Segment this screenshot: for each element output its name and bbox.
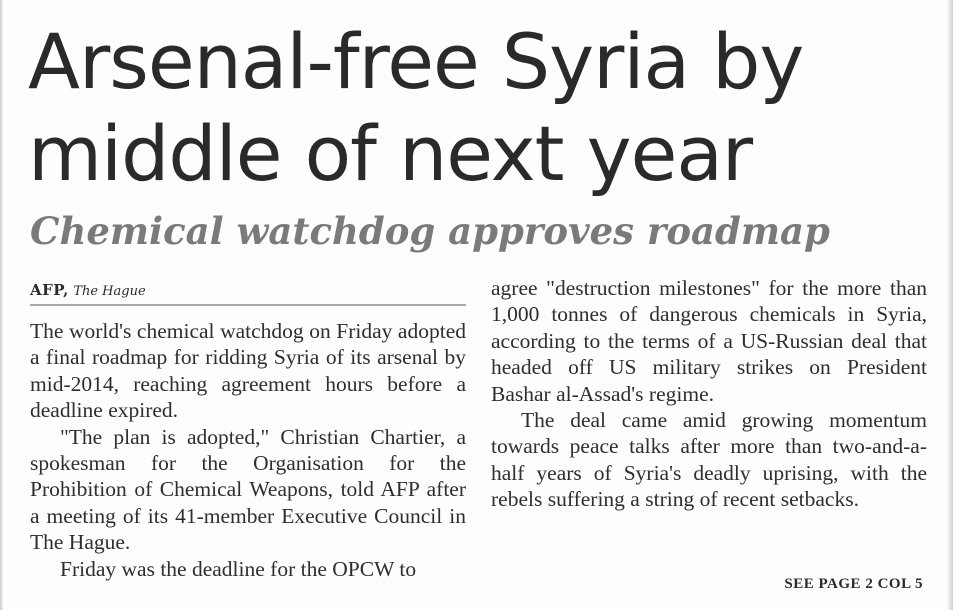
jump-reference: SEE PAGE 2 COL 5 [784,576,923,592]
page-edge-right [947,0,953,610]
headline-line-1: Arsenal-free Syria by [28,17,804,106]
byline-agency: AFP, [30,281,69,299]
page-edge-left [0,0,3,610]
subheadline: Chemical watchdog approves roadmap [30,209,830,253]
headline-line-2: middle of next year [28,109,753,198]
article-column-right [491,275,927,513]
paragraph: The world's chemical watchdog on Friday adopted a final roadmap for ridding Syria of its arsenal by mid-2014, reaching agreement hours before a deadline expired. [30,319,466,423]
paragraph: agree "destruction milestones" for the more than 1,000 tonnes of dangerous chemicals in Syria, according to the terms of a US-Russian deal that headed off US military strikes on President Bashar al-Assad's regime. [491,276,927,406]
paragraph: Friday was the deadline for the OPCW to [60,556,417,581]
paragraph: The deal came amid growing momentum towards peace talks after more than two-and-a-half years of Syria's deadly uprising, with the rebels suffering a string of recent setbacks. [491,408,927,512]
article-column-left [30,318,466,582]
byline [30,281,466,301]
byline-dateline: The Hague [73,284,146,299]
headline [28,16,928,200]
paragraph: "The plan is adopted," Christian Chartier, a spokesman for the Organisation for the Prohibition of Chemical Weapons, told AFP after a meeting of its 41-member Executive Council in The Hague. [30,424,466,555]
byline-divider [30,304,466,306]
